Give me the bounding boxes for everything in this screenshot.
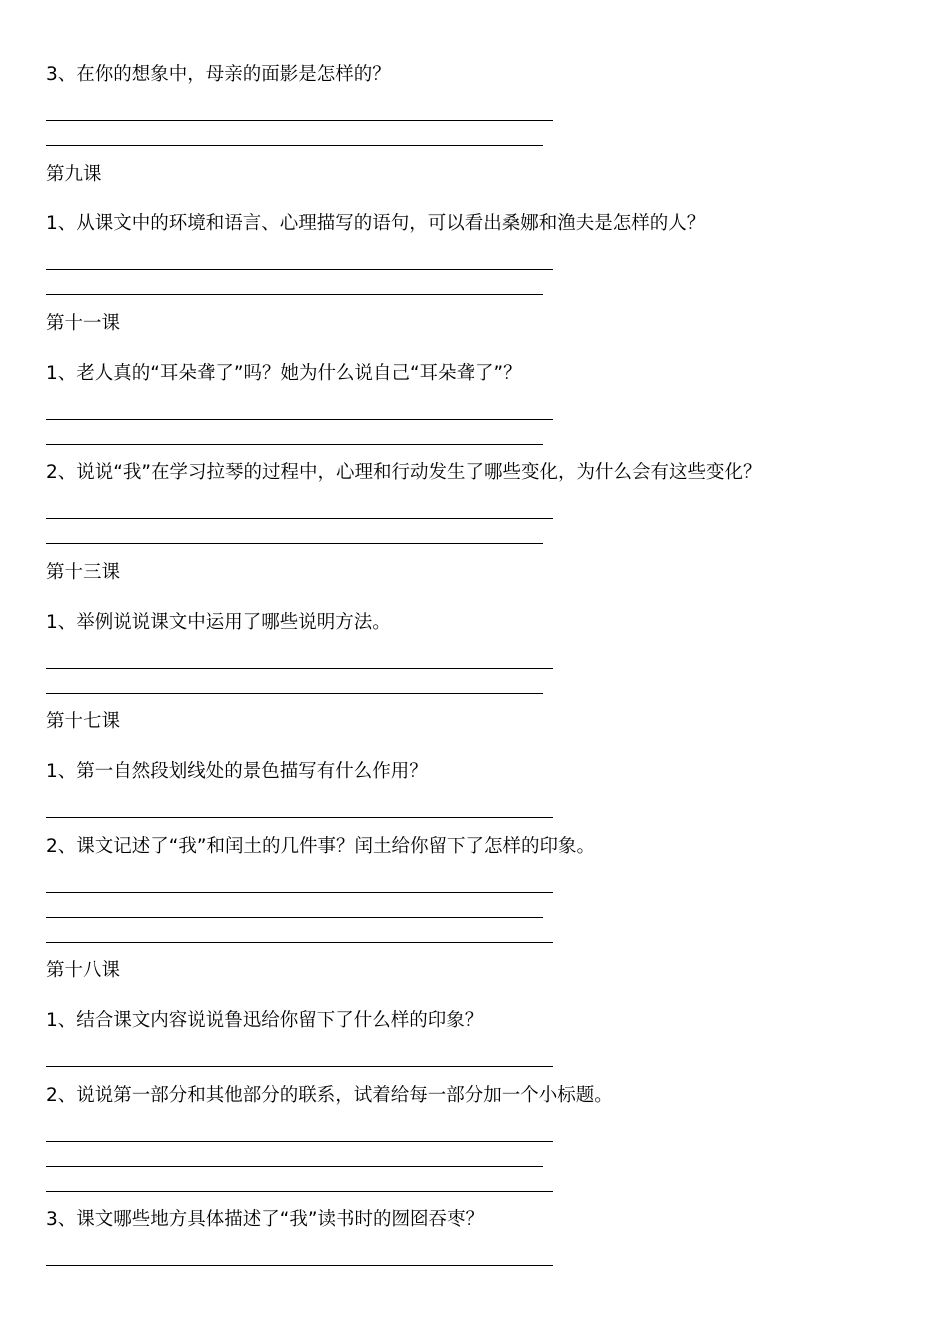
lesson-heading: 第十一课 xyxy=(46,313,121,334)
answer-line[interactable] xyxy=(46,120,553,121)
answer-line[interactable] xyxy=(46,444,543,445)
answer-line[interactable] xyxy=(46,419,553,420)
lesson-heading: 第十八课 xyxy=(46,960,121,981)
lesson-heading: 第九课 xyxy=(46,164,102,185)
question-text: 1、从课文中的环境和语言、心理描写的语句，可以看出桑娜和渔夫是怎样的人？ xyxy=(46,213,706,234)
answer-line[interactable] xyxy=(46,668,553,669)
lesson-heading: 第十七课 xyxy=(46,711,121,732)
answer-line[interactable] xyxy=(46,1066,553,1067)
question-text: 1、第一自然段划线处的景色描写有什么作用？ xyxy=(46,761,428,782)
answer-line[interactable] xyxy=(46,1265,553,1266)
question-text: 2、课文记述了“我”和闰土的几件事？闰土给你留下了怎样的印象。 xyxy=(46,836,595,857)
answer-line[interactable] xyxy=(46,1141,553,1142)
answer-line[interactable] xyxy=(46,817,553,818)
question-text: 3、在你的想象中，母亲的面影是怎样的？ xyxy=(46,64,391,85)
answer-line[interactable] xyxy=(46,917,543,918)
answer-line[interactable] xyxy=(46,269,553,270)
answer-line[interactable] xyxy=(46,518,553,519)
answer-line[interactable] xyxy=(46,294,543,295)
question-text: 2、说说第一部分和其他部分的联系，试着给每一部分加一个小标题。 xyxy=(46,1085,613,1106)
question-text: 3、课文哪些地方具体描述了“我”读书时的囫囵吞枣？ xyxy=(46,1209,484,1230)
question-text: 1、老人真的“耳朵聋了”吗？她为什么说自己“耳朵聋了”？ xyxy=(46,363,522,384)
question-text: 1、举例说说课文中运用了哪些说明方法。 xyxy=(46,612,391,633)
answer-line[interactable] xyxy=(46,543,543,544)
question-text: 1、结合课文内容说说鲁迅给你留下了什么样的印象？ xyxy=(46,1010,484,1031)
lesson-heading: 第十三课 xyxy=(46,562,121,583)
answer-line[interactable] xyxy=(46,942,553,943)
answer-line[interactable] xyxy=(46,145,543,146)
answer-line[interactable] xyxy=(46,693,543,694)
question-text: 2、说说“我”在学习拉琴的过程中，心理和行动发生了哪些变化，为什么会有这些变化？ xyxy=(46,462,762,483)
answer-line[interactable] xyxy=(46,892,553,893)
answer-line[interactable] xyxy=(46,1191,553,1192)
answer-line[interactable] xyxy=(46,1166,543,1167)
